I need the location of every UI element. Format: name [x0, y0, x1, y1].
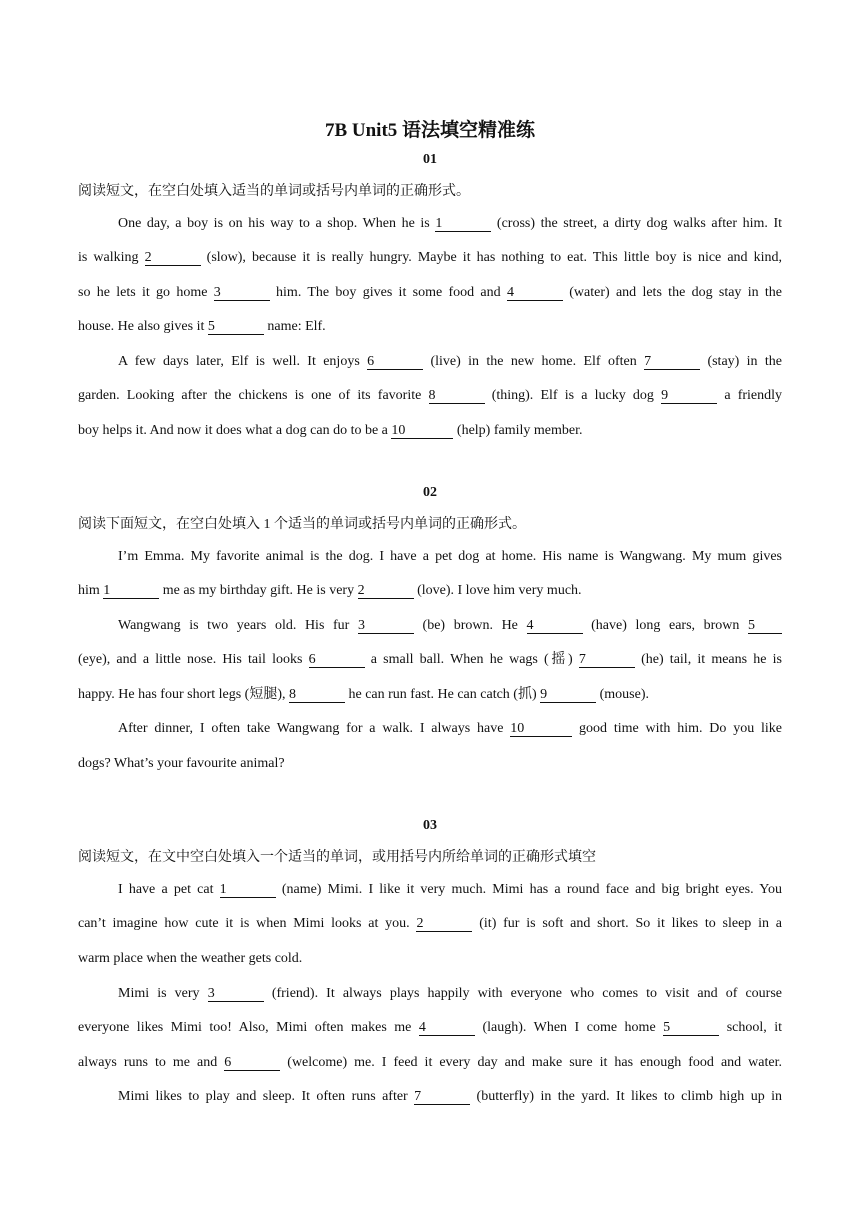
answer-blank[interactable]: 2	[416, 916, 472, 932]
answer-blank[interactable]: 4	[527, 618, 583, 634]
passage-line: One day, a boy is on his way to a shop. When he is 1 (cross) the street, a dirty dog walks after him. It	[118, 216, 783, 231]
answer-blank[interactable]: 6	[367, 354, 423, 370]
answer-blank[interactable]: 8	[289, 687, 345, 703]
answer-blank[interactable]: 1	[435, 216, 491, 232]
answer-blank[interactable]: 6	[224, 1055, 280, 1071]
answer-blank[interactable]: 4	[507, 285, 563, 301]
answer-blank[interactable]: 10	[391, 423, 453, 439]
answer-blank[interactable]: 10	[510, 721, 572, 737]
passage-line: Wangwang is two years old. His fur 3 (be) brown. He 4 (have) long ears, brown 5	[118, 617, 782, 635]
passage-line: can’t imagine how cute it is when Mimi looks at you. 2 (it) fur is soft and short. So it likes to sleep in a	[78, 916, 782, 931]
answer-blank[interactable]: 3	[208, 986, 264, 1002]
passage-line: everyone likes Mimi too! Also, Mimi often makes me 4 (laugh). When I come home 5 school, it	[78, 1020, 783, 1035]
answer-blank[interactable]: 7	[579, 652, 635, 668]
answer-blank[interactable]: 3	[214, 285, 270, 301]
passage-line: him 1 me as my birthday gift. He is very 2 (love). I love him very much.	[78, 583, 582, 598]
passage-line: A few days later, Elf is well. It enjoys 6 (live) in the new home. Elf often 7 (stay) in the	[118, 354, 783, 369]
answer-blank[interactable]: 1	[103, 583, 159, 599]
answer-blank[interactable]: 8	[429, 388, 485, 404]
answer-blank[interactable]: 9	[540, 687, 596, 703]
passage-line: house. He also gives it 5 name: Elf.	[78, 319, 326, 334]
passage-line: Mimi is very 3 (friend). It always plays happily with everyone who comes to visit and of course	[118, 986, 783, 1001]
answer-blank[interactable]: 5	[663, 1020, 719, 1036]
passage-line: warm place when the weather gets cold.	[78, 951, 303, 966]
passage-line: Mimi likes to play and sleep. It often runs after 7 (butterfly) in the yard. It likes to climb high up in	[118, 1089, 782, 1104]
answer-blank[interactable]: 4	[419, 1020, 475, 1036]
document-title: 7B Unit5 语法填空精准练	[324, 120, 536, 141]
section-instruction: 阅读下面短文，在空白处填入 1 个适当的单词或括号内单词的正确形式。	[78, 517, 526, 532]
section-number: 02	[423, 485, 437, 500]
passage-line: boy helps it. And now it does what a dog can do to be a 10 (help) family member.	[78, 423, 583, 438]
passage-line: always runs to me and 6 (welcome) me. I feed it every day and make sure it has enough food and water.	[78, 1055, 782, 1070]
passage-line: (eye), and a little nose. His tail looks 6 a small ball. When he wags (摇) 7 (he) tail, it means he is	[78, 652, 782, 667]
answer-blank[interactable]: 3	[358, 618, 414, 634]
passage-line: After dinner, I often take Wangwang for a walk. I always have 10 good time with him. Do you like	[118, 721, 783, 736]
answer-blank[interactable]: 2	[358, 583, 414, 599]
passage-line: garden. Looking after the chickens is one of its favorite 8 (thing). Elf is a lucky dog 9 a friendly	[78, 388, 783, 403]
passage-line: so he lets it go home 3 him. The boy gives it some food and 4 (water) and lets the dog stay in the	[78, 285, 782, 300]
answer-blank[interactable]: 5	[208, 319, 264, 335]
answer-blank[interactable]: 7	[414, 1089, 470, 1105]
section-instruction: 阅读短文，在空白处填入适当的单词或括号内单词的正确形式。	[78, 184, 470, 199]
answer-blank[interactable]: 5	[748, 618, 782, 634]
answer-blank[interactable]: 7	[644, 354, 700, 370]
passage-line: I’m Emma. My favorite animal is the dog. I have a pet dog at home. His name is Wangwang. My mum gives	[118, 549, 782, 564]
answer-blank[interactable]: 2	[145, 250, 201, 266]
answer-blank[interactable]: 1	[220, 882, 276, 898]
passage-line: is walking 2 (slow), because it is really hungry. Maybe it has nothing to eat. This little boy is nice and kind,	[78, 250, 782, 265]
section-number: 03	[423, 818, 437, 833]
answer-blank[interactable]: 9	[661, 388, 717, 404]
answer-blank[interactable]: 6	[309, 652, 365, 668]
passage-line: dogs? What’s your favourite animal?	[78, 756, 285, 771]
passage-line: I have a pet cat 1 (name) Mimi. I like it very much. Mimi has a round face and big bright eyes. You	[118, 882, 782, 897]
section-number: 01	[423, 152, 437, 167]
passage-line: happy. He has four short legs (短腿), 8 he can run fast. He can catch (抓) 9 (mouse).	[78, 687, 650, 702]
section-instruction: 阅读短文，在文中空白处填入一个适当的单词，或用括号内所给单词的正确形式填空	[78, 850, 596, 865]
